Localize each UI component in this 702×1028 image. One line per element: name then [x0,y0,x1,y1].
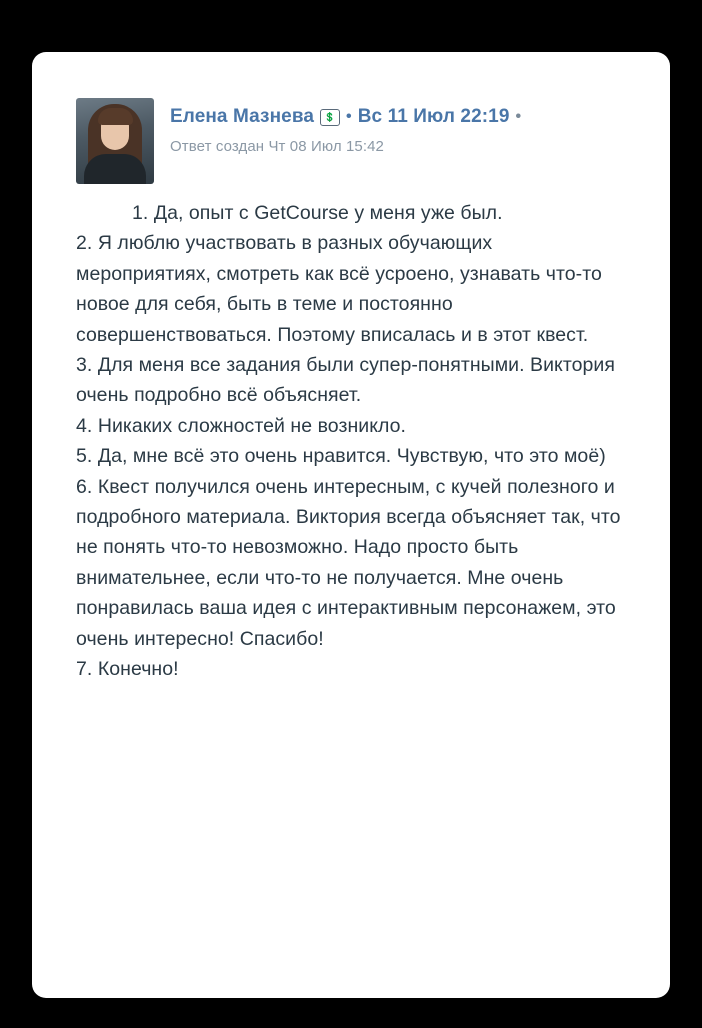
post-paragraph: 5. Да, мне всё это очень нравится. Чувствую, что это моё) [76,445,606,468]
post-header [76,98,630,184]
post-body [76,198,630,685]
post-date-link[interactable]: Вс 11 Июл 22:19 [357,106,510,127]
header-separator: • [346,108,352,125]
post-paragraph: 4. Никаких сложностей не возникло. [76,414,407,437]
post-paragraph: 3. Для меня все задания были супер-понятными. Виктория очень подробно всё объясняет. [76,354,615,407]
author-name-link[interactable]: Елена Мазнева [170,106,315,127]
avatar-body [84,154,146,184]
avatar[interactable] [76,98,154,184]
bottom-edge [32,1012,670,1018]
author-line [170,106,521,128]
post-paragraph: 6. Квест получился очень интересным, с кучей полезного и подробного материала. Виктория всегда объясняет так, что не понять что-то невозможно. Надо просто быть внимательнее, если что-то не получается. Мне очень понравилась ваша идея с интерактивным персонажем, это очень интересно! Спасибо! [76,475,621,650]
post [32,52,670,705]
header-trailing-separator: • [515,108,522,125]
avatar-hair-front [98,108,133,125]
post-header-text [170,98,521,155]
money-badge-icon: 💲 [320,109,340,126]
answer-created-meta: Ответ создан Чт 08 Июл 15:42 [170,138,385,155]
post-paragraph: 7. Конечно! [76,658,179,681]
post-paragraph: 1. Да, опыт с GetCourse у меня уже был. [132,202,503,224]
post-paragraph: 2. Я люблю участвовать в разных обучающих мероприятиях, смотреть как всё усроено, узнавать что-то новое для себя, быть в теме и постоянно совершенствоваться. Поэтому вписалась и в этот квест. [76,232,602,346]
post-card [32,52,670,998]
